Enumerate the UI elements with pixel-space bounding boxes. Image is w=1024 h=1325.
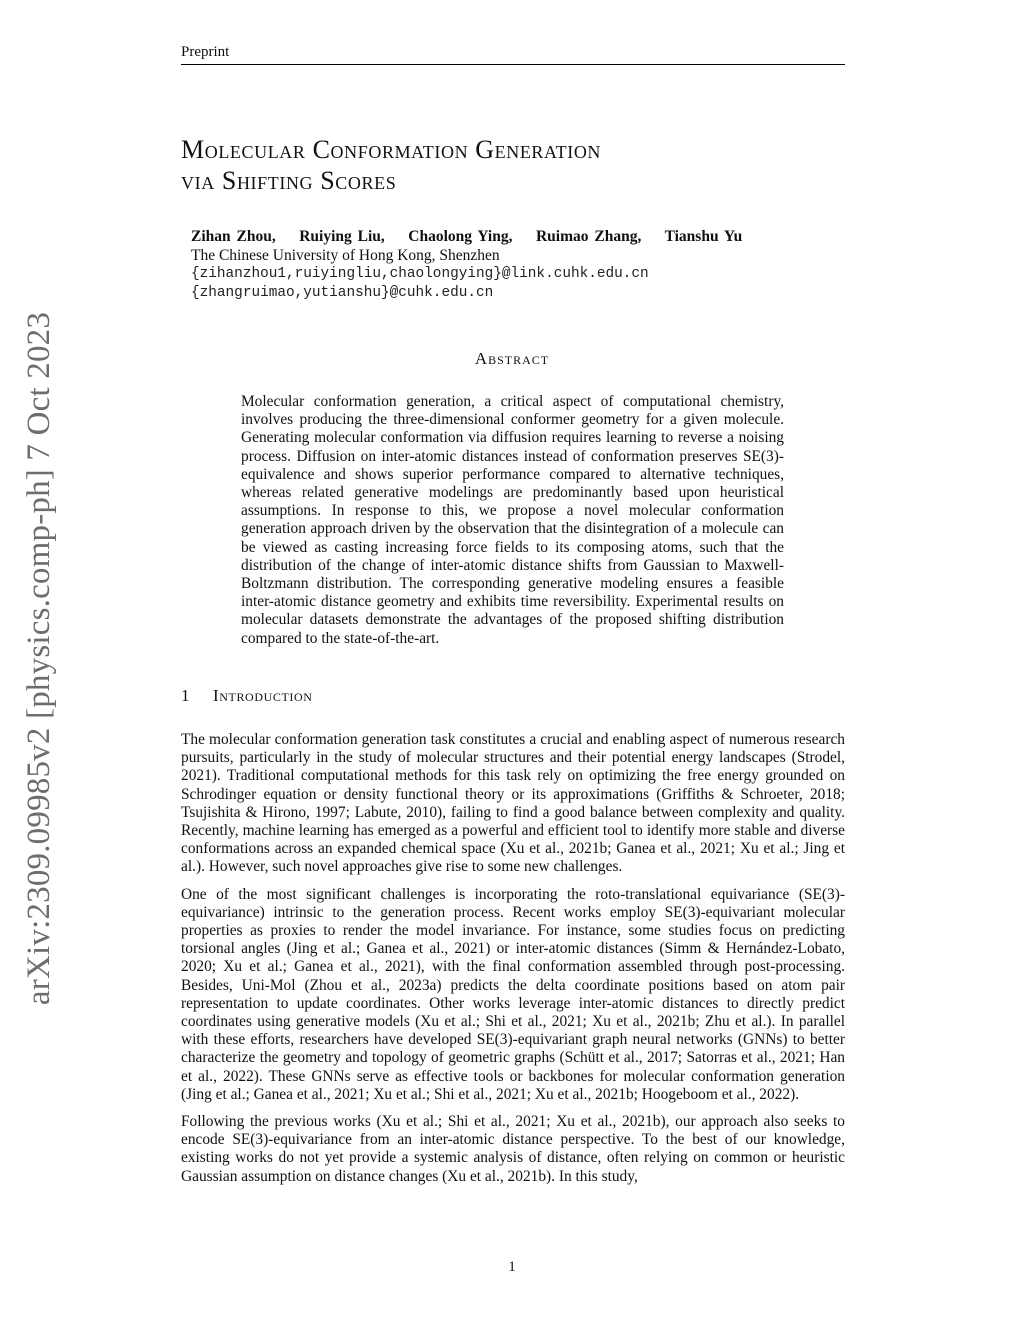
section-number: 1 <box>181 686 191 705</box>
abstract-text: Molecular conformation generation, a critical aspect of computational chemistry, involves producing the three-dimensional conformer geometry for a given molecule. Generating molecular conformation via diffusion requires learning to reverse a noising process. Diffusion on inter-atomic distances instead of conformation preserves SE(3)-equivalence and shows superior performance compared to alternative techniques, whereas related generative modelings are predominantly based upon heuristical assumptions. In response to this, we propose a novel molecular conformation generation approach driven by the observation that the disintegration of a molecule can be viewed as casting increasing force fields to its composing atoms, such that the distribution of the change of inter-atomic distance shifts from Gaussian to Maxwell-Boltzmann distribution. The corresponding generative modeling ensures a feasible inter-atomic distance geometry and exhibits time reversibility. Experimental results on molecular datasets demonstrate the advantages of the proposed shifting distribution compared to the state-of-the-art. <box>241 393 784 647</box>
introduction-body <box>181 731 845 1195</box>
arxiv-identifier: arXiv:2309.09985v2 [physics.comp-ph] 7 Oct 2023 <box>21 311 58 1005</box>
page-number: 1 <box>508 1259 516 1275</box>
running-header: Preprint <box>181 44 230 60</box>
author-block <box>191 227 742 303</box>
arxiv-sidebar-stamp <box>16 298 64 1018</box>
section-title: Introduction <box>213 686 313 705</box>
abstract-heading: Abstract <box>474 349 550 368</box>
affiliation: The Chinese University of Hong Kong, Shenzhen <box>191 247 500 264</box>
body-paragraph-2: One of the most significant challenges is incorporating the roto-translational equivariance (SE(3)-equivariance) intrinsic to the generation process. Recent works employ SE(3)-equivariant molecular properties as proxies to render the model invariance. For instance, some studies focus on predicting torsional angles (Jing et al.; Ganea et al., 2021) or inter-atomic distances (Simm & Hernández-Lobato, 2020; Xu et al.; Ganea et al., 2021), with the final conformation assembled through post-processing. Besides, Uni-Mol (Zhou et al., 2023a) predicts the delta coordinate positions based on atom pair representation to update coordinates. Other works leverage inter-atomic distances to directly predict coordinates using generative models (Xu et al.; Shi et al., 2021; Xu et al., 2021b; Zhu et al.). In parallel with these efforts, researchers have developed SE(3)-equivariant graph neural networks (GNNs) to better characterize the geometry and topology of geometric graphs (Schütt et al., 2017; Satorras et al., 2021; Han et al., 2022). These GNNs serve as effective tools or backbones for molecular conformation generation (Jing et al.; Ganea et al., 2021; Xu et al.; Shi et al., 2021; Xu et al., 2021b; Hoogeboom et al., 2022). <box>181 885 845 1103</box>
section-heading-introduction <box>181 686 313 706</box>
email-line-1: {zihanzhou1,ruiyingliu,chaolongying}@link.cuhk.edu.cn <box>191 266 649 282</box>
title-line-2: via Shifting Scores <box>181 166 397 195</box>
body-paragraph-3: Following the previous works (Xu et al.; Shi et al., 2021; Xu et al., 2021b), our approach also seeks to encode SE(3)-equivariance from an inter-atomic distance perspective. To the best of our knowledge, existing works do not yet provide a systemic analysis of distance, often relying on common or heuristic Gaussian assumption on distance changes (Xu et al., 2021b). In this study, <box>181 1113 845 1185</box>
paper-title <box>181 134 845 196</box>
header-rule <box>181 64 845 65</box>
body-paragraph-1: The molecular conformation generation task constitutes a crucial and enabling aspect of numerous research pursuits, particularly in the study of molecular structures and their potential energy landscapes (Strodel, 2021). Traditional computational methods for this task rely on optimizing the free energy grounded on Schrodinger equation or density functional theory or its approximations (Griffiths & Schroeter, 2018; Tsujishita & Hirono, 1997; Labute, 2010), failing to find a good balance between complexity and quality. Recently, machine learning has emerged as a powerful and efficient tool to identify more stable and diverse conformations across an expanded chemical space (Xu et al., 2021b; Ganea et al., 2021; Xu et al.; Jing et al.). However, such novel approaches give rise to some new challenges. <box>181 731 845 876</box>
author-names: Zihan Zhou, Ruiying Liu, Chaolong Ying, Ruimao Zhang, Tianshu Yu <box>191 228 743 245</box>
email-line-2: {zhangruimao,yutianshu}@cuhk.edu.cn <box>191 285 494 301</box>
title-line-1: Molecular Conformation Generation <box>181 135 602 164</box>
